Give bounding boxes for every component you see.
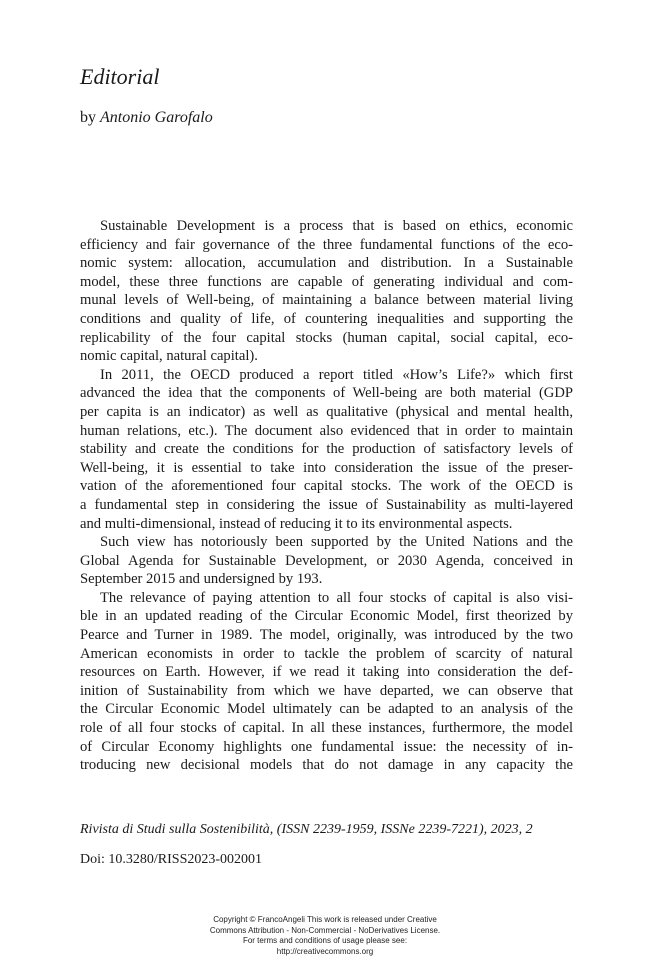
doi: Doi: 10.3280/RISS2023-002001: [80, 852, 263, 867]
body-line: vation of the aforementioned four capital stocks. The work of the OECD is: [80, 478, 573, 495]
license-line: Copyright © FrancoAngeli This work is released under Creative: [213, 915, 437, 924]
body-line: The relevance of paying attention to all four stocks of capital is also visi-: [100, 589, 573, 606]
license-line: For terms and conditions of usage please see:: [242, 936, 408, 945]
body-line: the Circular Economic Model ultimately can be adapted to an analysis of the: [80, 701, 573, 718]
license-line: Commons Attribution - Non-Commercial - NoDerivatives License.: [209, 925, 441, 935]
body-line: of Circular Economy highlights one fundamental issue: the necessity of in-: [80, 738, 573, 755]
body-line: September 2015 and undersigned by 193.: [80, 571, 323, 588]
byline: [80, 109, 213, 127]
body-line: advanced the idea that the components of Well-being are both material (GDP: [80, 385, 573, 402]
body-line: In 2011, the OECD produced a report titled «How’s Life?» which first: [100, 366, 573, 383]
body-line: replicability of the four capital stocks (human capital, social capital, eco-: [80, 329, 573, 346]
body-line: Well-being, it is essential to take into consideration the issue of the preser-: [80, 459, 573, 476]
body-line: inition of Sustainability from which we have departed, we can observe that: [80, 682, 573, 699]
body-line: ble in an updated reading of the Circular Economic Model, first theorized by: [80, 608, 573, 625]
article-body: [80, 217, 573, 775]
body-line: munal levels of Well-being, of maintaining a balance between material living: [80, 292, 573, 309]
body-line: Sustainable Development is a process that is based on ethics, economic: [100, 218, 573, 234]
body-line: stability and create the conditions for the production of satisfactory levels of: [80, 441, 573, 458]
body-line: a fundamental step in considering the issue of Sustainability as multi-layered: [80, 496, 573, 513]
body-line: per capita is an indicator) as well as qualitative (physical and mental health,: [80, 403, 573, 420]
body-line: Pearce and Turner in 1989. The model, originally, was introduced by the two: [80, 627, 573, 644]
body-line: nomic capital, natural capital).: [80, 348, 258, 365]
body-line: human relations, etc.). The document also evidenced that in order to maintain: [80, 422, 573, 439]
journal-citation: Rivista di Studi sulla Sostenibilità, (ISSN 2239-1959, ISSNe 2239-7221), 2023, 2: [80, 822, 533, 837]
license-notice: [0, 915, 650, 957]
body-line: model, these three functions are capable of generating individual and com-: [80, 273, 573, 290]
body-line: nomic system: allocation, accumulation and distribution. In a Sustainable: [80, 255, 573, 272]
article-title: Editorial: [80, 64, 160, 89]
body-line: role of all four stocks of capital. In all these instances, furthermore, the model: [80, 720, 573, 737]
body-line: troducing new decisional models that do not damage in any capacity the: [80, 757, 573, 774]
body-line: Global Agenda for Sustainable Development, or 2030 Agenda, conceived in: [80, 552, 573, 569]
author-name: Antonio Garofalo: [100, 109, 213, 126]
body-line: American economists in order to tackle the problem of scarcity of natural: [80, 645, 573, 662]
license-link[interactable]: http://creativecommons.org: [276, 946, 374, 956]
body-line: efficiency and fair governance of the three fundamental functions of the eco-: [80, 236, 573, 253]
body-line: Such view has notoriously been supported by the United Nations and the: [100, 534, 573, 551]
body-line: resources on Earth. However, if we read it taking into consideration the def-: [80, 664, 573, 681]
body-line: and multi-dimensional, instead of reducing it to its environmental aspects.: [80, 515, 513, 532]
byline-prefix: by: [80, 109, 96, 126]
body-line: conditions and quality of life, of countering inequalities and supporting the: [80, 310, 573, 327]
